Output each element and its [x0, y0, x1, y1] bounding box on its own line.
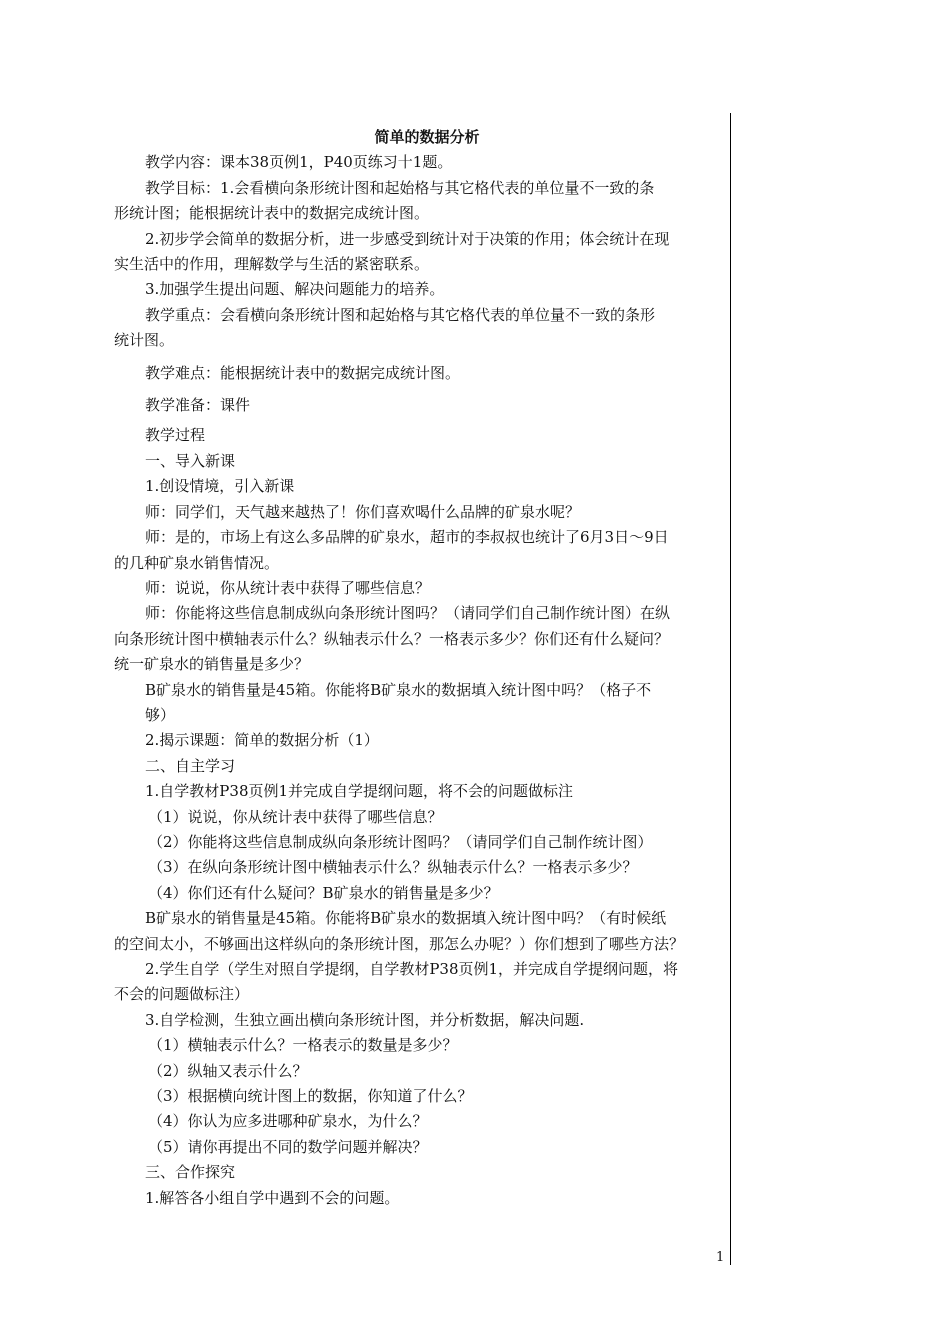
paragraph-line: （4）你们还有什么疑问？B矿泉水的销售量是多少？: [148, 883, 499, 902]
paragraph-line: （2）你能将这些信息制成纵向条形统计图吗？（请同学们自己制作统计图）: [148, 832, 653, 851]
paragraph-line: 教学准备：课件: [145, 396, 251, 415]
paragraph-line: 统一矿泉水的销售量是多少？: [114, 655, 310, 674]
paragraph-line: 2.学生自学（学生对照自学提纲，自学教材P38页例1，并完成自学提纲问题，将: [145, 960, 679, 978]
paragraph-line: 三、合作探究: [145, 1163, 236, 1182]
paragraph-line: 够）: [145, 705, 176, 724]
paragraph-line: B矿泉水的销售量是45箱。你能将B矿泉水的数据填入统计图中吗？（格子不: [145, 680, 652, 699]
paragraph-line: 教学重点：会看横向条形统计图和起始格与其它格代表的单位量不一致的条形: [145, 305, 656, 324]
paragraph-line: 一、导入新课: [145, 451, 236, 470]
paragraph-line: 教学目标：1.会看横向条形统计图和起始格与其它格代表的单位量不一致的条: [145, 178, 655, 197]
paragraph-line: 1.自学教材P38页例1并完成自学提纲问题，将不会的问题做标注: [145, 782, 574, 801]
document-title: 简单的数据分析: [374, 128, 480, 146]
paragraph-line: 的空间太小，不够画出这样纵向的条形统计图，那怎么办呢？）你们想到了哪些方法？: [114, 934, 685, 953]
paragraph-line: 师：你能将这些信息制成纵向条形统计图吗？（请同学们自己制作统计图）在纵: [145, 604, 671, 623]
paragraph-line: 2.初步学会简单的数据分析，进一步感受到统计对于决策的作用；体会统计在现: [145, 229, 670, 248]
paragraph-line: B矿泉水的销售量是45箱。你能将B矿泉水的数据填入统计图中吗？（有时候纸: [145, 909, 667, 928]
paragraph-line: 3.自学检测，生独立画出横向条形统计图，并分析数据，解决问题.: [145, 1010, 585, 1029]
paragraph-line: 不会的问题做标注）: [114, 985, 250, 1004]
paragraph-line: 统计图。: [114, 331, 175, 350]
paragraph-line: （1）说说，你从统计表中获得了哪些信息？: [148, 807, 443, 826]
document-body: [114, 125, 734, 1211]
page-number: 1: [716, 1250, 725, 1265]
paragraph-line: 形统计图；能根据统计表中的数据完成统计图。: [114, 204, 430, 223]
paragraph-line: 1.解答各小组自学中遇到不会的问题。: [145, 1188, 400, 1207]
paragraph-line: 师：说说，你从统计表中获得了哪些信息？: [145, 578, 431, 597]
paragraph-line: 1.创设情境，引入新课: [145, 477, 295, 496]
paragraph-line: 教学过程: [145, 426, 206, 445]
paragraph-line: 教学难点：能根据统计表中的数据完成统计图。: [145, 363, 461, 382]
paragraph-line: 3.加强学生提出问题、解决问题能力的培养。: [145, 280, 445, 299]
paragraph-line: （5）请你再提出不同的数学问题并解决？: [148, 1137, 428, 1156]
paragraph-line: 师：是的，市场上有这么多品牌的矿泉水，超市的李叔叔也统计了6月3日～9日: [145, 528, 669, 547]
paragraph-line: （2）纵轴又表示什么？: [148, 1061, 308, 1080]
paragraph-line: 的几种矿泉水销售情况。: [114, 553, 280, 572]
paragraph-line: 教学内容：课本38页例1，P40页练习十1题。: [145, 153, 453, 172]
paragraph-line: （1）横轴表示什么？一格表示的数量是多少？: [148, 1036, 458, 1055]
paragraph-line: 实生活中的作用，理解数学与生活的紧密联系。: [114, 255, 430, 274]
paragraph-line: （3）根据横向统计图上的数据，你知道了什么？: [148, 1087, 473, 1106]
paragraph-line: 向条形统计图中横轴表示什么？纵轴表示什么？一格表示多少？你们还有什么疑问？: [114, 629, 670, 648]
paragraph-line: （3）在纵向条形统计图中横轴表示什么？纵轴表示什么？一格表示多少？: [148, 858, 638, 877]
paragraph-line: （4）你认为应多进哪种矿泉水，为什么？: [148, 1112, 428, 1131]
paragraph-line: 师：同学们，天气越来越热了！你们喜欢喝什么品牌的矿泉水呢？: [145, 502, 581, 521]
paragraph-line: 二、自主学习: [145, 756, 236, 775]
paragraph-line: 2.揭示课题：简单的数据分析（1）: [145, 731, 379, 750]
